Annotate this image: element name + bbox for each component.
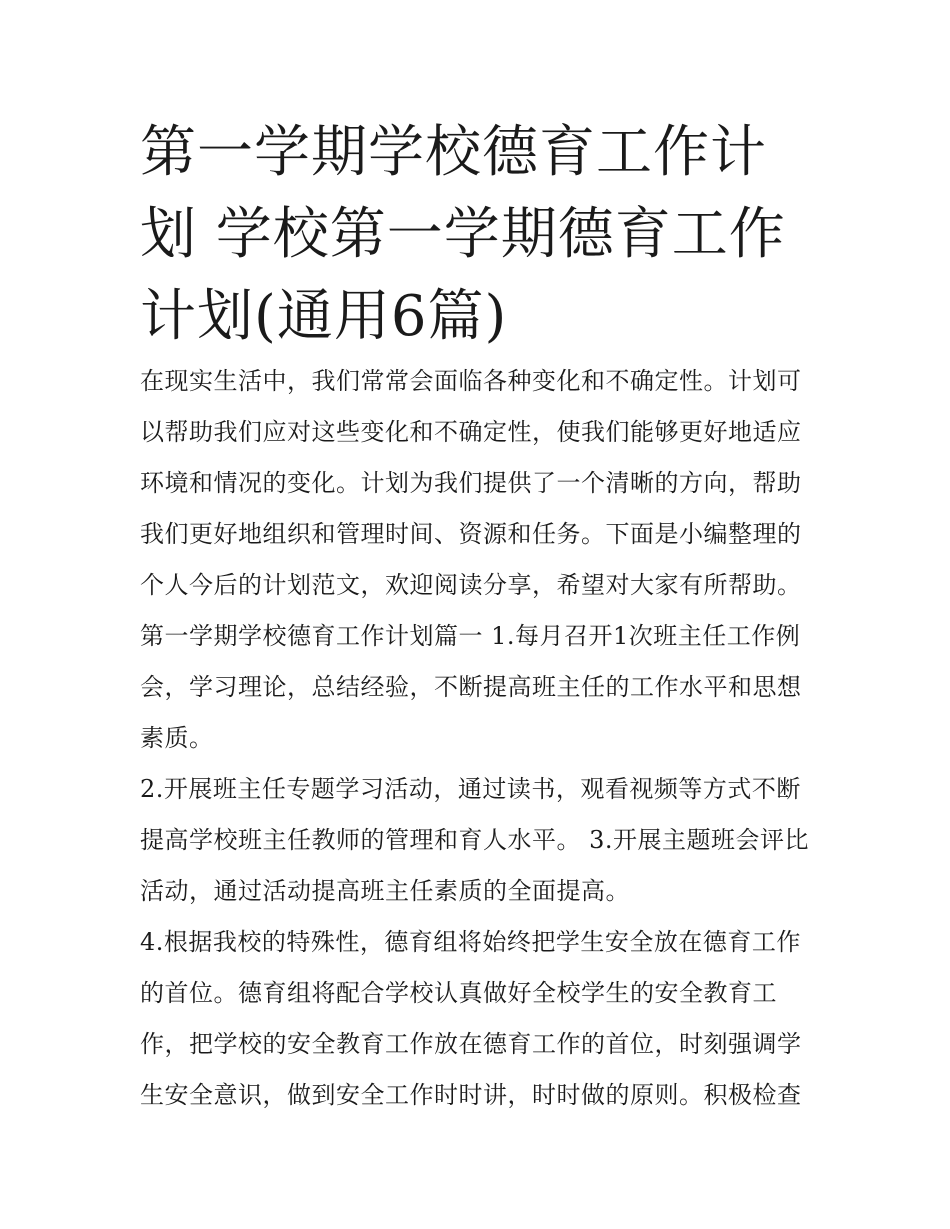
page-title: 第一学期学校德育工作计划 学校第一学期德育工作计划(通用6篇): [140, 120, 786, 349]
document-body: [140, 356, 820, 1121]
paragraph-item-4: 4.根据我校的特殊性，德育组将始终把学生安全放在德育工作的首位。德育组将配合学校认真做好全校学生的安全教育工作，把学校的安全教育工作放在德育工作的首位，时刻强调学生安全意识，做到安全工作时时讲，时时做的原则。积极检查: [140, 928, 802, 1109]
paragraph-intro: 在现实生活中，我们常常会面临各种变化和不确定性。计划可以帮助我们应对这些变化和不确定性，使我们能够更好地适应环境和情况的变化。计划为我们提供了一个清晰的方向，帮助我们更好地组织和管理时间、资源和任务。下面是小编整理的个人今后的计划范文，欢迎阅读分享，希望对大家有所帮助。第一学期学校德育工作计划篇一 1.每月召开1次班主任工作例会，学习理论，总结经验，不断提高班主任的工作水平和思想素质。: [140, 367, 802, 752]
paragraph-item-2-3: 2.开展班主任专题学习活动，通过读书，观看视频等方式不断提高学校班主任教师的管理和育人水平。 3.开展主题班会评比活动，通过活动提高班主任素质的全面提高。: [140, 775, 810, 905]
